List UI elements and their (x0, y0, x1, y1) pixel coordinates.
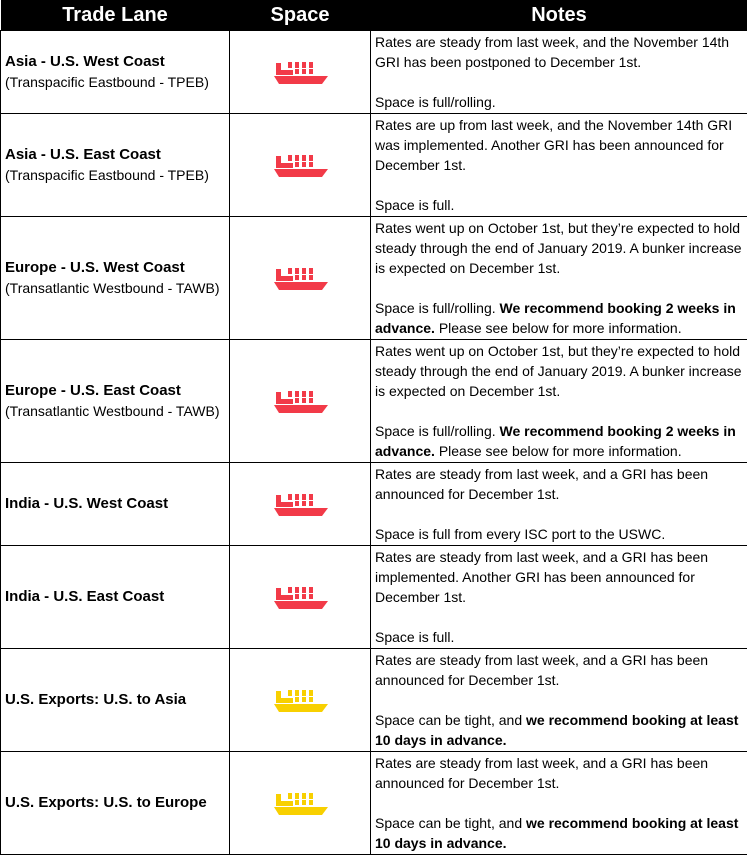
trade-lane-subtitle: (Transpacific Eastbound - TPEB) (5, 165, 229, 185)
space-cell (230, 31, 371, 114)
notes-space-text (375, 524, 744, 544)
table-row (1, 752, 747, 855)
notes-space-text (375, 813, 744, 853)
notes-space-lead: Space is full/rolling. (375, 300, 500, 316)
table-row (1, 217, 747, 340)
space-cell (230, 752, 371, 855)
notes-space-lead: Space is full/rolling. (375, 94, 496, 110)
trade-lane-cell (1, 752, 230, 855)
space-cell (230, 649, 371, 752)
notes-space-lead: Space is full. (375, 629, 454, 645)
notes-rates-text: Rates are steady from last week, and the November 14th GRI has been postponed to December 1st. (375, 32, 744, 72)
notes-space-tail: Please see below for more information. (435, 320, 682, 336)
trade-lane-title: Asia - U.S. West Coast (5, 52, 229, 72)
trade-lane-cell (1, 114, 230, 217)
notes-recommendation: We recommend booking 2 weeks in advance. (375, 423, 736, 459)
trade-lane-cell (1, 31, 230, 114)
notes-space-text (375, 92, 744, 112)
notes-space-tail: Please see below for more information. (435, 443, 682, 459)
trade-lane-subtitle: (Transpacific Eastbound - TPEB) (5, 72, 229, 92)
notes-cell (371, 114, 747, 217)
table-row (1, 340, 747, 463)
trade-lane-subtitle: (Transatlantic Westbound - TAWB) (5, 401, 229, 421)
notes-space-lead: Space can be tight, and (375, 815, 526, 831)
notes-cell (371, 217, 747, 340)
header-space: Space (230, 0, 371, 31)
ship-icon (272, 386, 328, 416)
trade-lane-title: U.S. Exports: U.S. to Europe (5, 793, 229, 813)
ship-icon (272, 582, 328, 612)
space-cell (230, 340, 371, 463)
ship-icon (272, 685, 328, 715)
trade-lane-title: Asia - U.S. East Coast (5, 145, 229, 165)
notes-space-text (375, 195, 744, 215)
notes-cell (371, 340, 747, 463)
notes-space-lead: Space is full/rolling. (375, 423, 500, 439)
notes-recommendation: We recommend booking 2 weeks in advance. (375, 300, 736, 336)
notes-cell (371, 463, 747, 546)
notes-rates-text: Rates went up on October 1st, but they’re expected to hold steady through the end of January 2019. A bunker increase is expected on December 1st. (375, 218, 744, 278)
notes-space-text (375, 421, 744, 461)
ship-icon (272, 57, 328, 87)
trade-lane-cell (1, 340, 230, 463)
ship-icon (272, 489, 328, 519)
table-row (1, 649, 747, 752)
notes-rates-text: Rates are steady from last week, and a GRI has been announced for December 1st. (375, 753, 744, 793)
ship-icon (272, 263, 328, 293)
notes-space-lead: Space is full. (375, 197, 454, 213)
table-row (1, 546, 747, 649)
table-row (1, 114, 747, 217)
notes-cell (371, 31, 747, 114)
trade-lane-cell (1, 217, 230, 340)
trade-lane-cell (1, 649, 230, 752)
trade-lane-title: Europe - U.S. West Coast (5, 258, 229, 278)
space-cell (230, 217, 371, 340)
header-trade-lane: Trade Lane (1, 0, 230, 31)
notes-space-lead: Space can be tight, and (375, 712, 526, 728)
trade-lane-cell (1, 546, 230, 649)
header-notes: Notes (371, 0, 747, 31)
notes-cell (371, 546, 747, 649)
table-row (1, 31, 747, 114)
notes-space-text (375, 627, 744, 647)
notes-recommendation: we recommend booking at least 10 days in advance. (375, 815, 738, 851)
notes-space-text (375, 298, 744, 338)
notes-space-lead: Space is full from every ISC port to the USWC. (375, 526, 665, 542)
table-body (1, 31, 747, 855)
notes-rates-text: Rates are up from last week, and the November 14th GRI was implemented. Another GRI has been announced for December 1st. (375, 115, 744, 175)
notes-space-text (375, 710, 744, 750)
notes-rates-text: Rates went up on October 1st, but they’re expected to hold steady through the end of January 2019. A bunker increase is expected on December 1st. (375, 341, 744, 401)
table-header-row (1, 0, 747, 31)
notes-cell (371, 649, 747, 752)
trade-lane-title: India - U.S. East Coast (5, 587, 229, 607)
table-row (1, 463, 747, 546)
notes-rates-text: Rates are steady from last week, and a GRI has been announced for December 1st. (375, 464, 744, 504)
trade-lane-subtitle: (Transatlantic Westbound - TAWB) (5, 278, 229, 298)
notes-rates-text: Rates are steady from last week, and a GRI has been announced for December 1st. (375, 650, 744, 690)
ship-icon (272, 150, 328, 180)
notes-rates-text: Rates are steady from last week, and a GRI has been implemented. Another GRI has been announced for December 1st. (375, 547, 744, 607)
notes-recommendation: we recommend booking at least 10 days in advance. (375, 712, 738, 748)
space-cell (230, 463, 371, 546)
notes-cell (371, 752, 747, 855)
trade-lane-cell (1, 463, 230, 546)
space-cell (230, 114, 371, 217)
space-cell (230, 546, 371, 649)
trade-lane-title: India - U.S. West Coast (5, 494, 229, 514)
trade-lane-title: Europe - U.S. East Coast (5, 381, 229, 401)
trade-lane-title: U.S. Exports: U.S. to Asia (5, 690, 229, 710)
